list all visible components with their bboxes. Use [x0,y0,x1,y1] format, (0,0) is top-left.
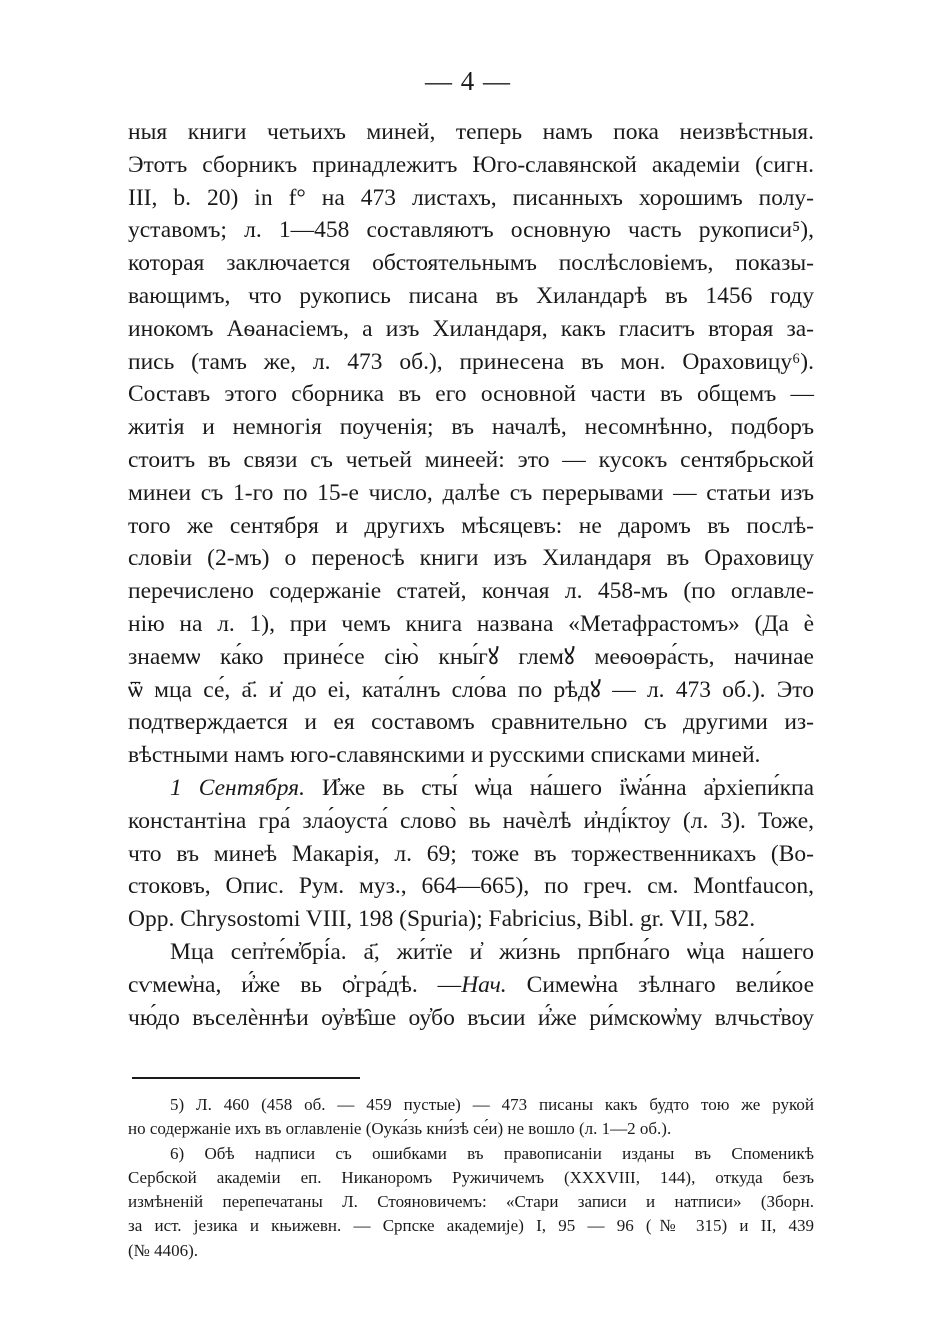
text-line: ѿ мца се́, а҃. и̇ до еі, ката́лнъ сло́ва по рѣдꙋ — л. 473 об.). Это [128,676,814,703]
text-line: словіи (2-мъ) о переносѣ книги изъ Хиландаря въ Ораховицу [128,545,814,572]
text-line: того же сентября и другихъ мѣсяцевъ: не даромъ въ послѣ- [128,512,814,539]
text-line: ныя книги четьихъ миней, теперь намъ пока неизвѣстныя. [128,119,814,145]
entry-text: Симеѡ҆на зѣлнаго вели́кое [506,971,815,998]
text-line: Этотъ сборникъ принадлежитъ Юго-славянской академіи (сигн. [128,151,814,178]
footnote-line: (№ 4406). [128,1240,199,1260]
text-line: стоковъ, Опис. Рум. муз., 664—665), по греч. см. Montfaucon, [128,873,814,900]
entry-text: сѵмеѡ҆на, и҆́же вь ѻ҆гра́дѣ. — [128,971,462,998]
text-line: вающимъ, что рукопись писана въ Хиландарѣ въ 1456 году [128,282,814,309]
text-line: Мца сеп҆те́м҆брі́а. а҃, жи́тїе и҆ жи́знь прпбна́го ѡ҆ца на́шего [170,938,814,965]
text-line: нію на л. 1), при чемъ книга названа «Метафрастомъ» (Да ѐ [128,610,814,637]
text-line: константіна гра́ зла́оуста́ слово̀ вь начѐлѣ и҆нді́ктоу (л. 3). Тоже, [128,807,814,834]
entry-1-first-line [128,772,814,805]
text-line: пись (тамъ же, л. 473 об.), принесена въ мон. Ораховицу⁶). [128,348,814,375]
footnote-line: за ист. језика и књижевн. — Српске академије) I, 95 — 96 (№ 315) и II, 439 [128,1216,814,1236]
text-line: что въ минеѣ Макарія, л. 69; тоже въ торжественникахъ (Во- [128,840,814,867]
text-line: инокомъ Аѳанасіемъ, а изъ Хиландаря, какъ гласитъ вторая за- [128,315,814,342]
footnote-line: Сербской академіи еп. Никаноромъ Ружичичемъ (XXXVIII, 144), откуда безъ [128,1167,814,1187]
text-line: минеи съ 1-го по 15-е число, далѣе съ перерывами — статьи изъ [128,479,814,506]
text-line: чю́до въселѐннѣи оу҆вѣ̑ше оу҆бо въсии и҆́же ри́мскоѡ҆му влчьст҆воу [128,1004,814,1031]
main-text [128,116,814,1034]
text-line: подтверждается и ея составомъ сравнительно съ другими из- [128,709,814,736]
text-line: Opp. Chrysostomi VIII, 198 (Spuria); Fabricius, Bibl. gr. VII, 582. [128,906,756,933]
footnote-line: 6) Обѣ надписи съ ошибками въ правописаніи изданы въ Споменикѣ [170,1143,814,1163]
text-line: которая заключается обстоятельнымъ послѣсловіемъ, показы- [128,250,814,277]
text-line: житія и немногія поученія; въ началѣ, несомнѣнно, подборъ [128,414,814,441]
text-line: стоитъ въ связи съ четьей минеей: это — кусокъ сентябрьской [128,446,814,473]
footnote-line: измѣненій перепечатаны Л. Стояновичемъ: «Стари записи и натписи» (Зборн. [128,1192,814,1212]
entry-title: И҆же вь сты́ ѡ҆ца на́шего і҆ѡ҆а́нна а҆рхіепи́кпа [304,774,815,801]
text-line: Составъ этого сборника въ его основной части въ общемъ — [128,381,814,408]
text-line: уставомъ; л. 1—458 составляютъ основную часть рукописи⁵), [128,217,814,244]
footnotes [128,1093,814,1263]
entry-2-second-line [128,969,814,1002]
page-number: — 4 — [425,66,511,96]
footnote-rule [132,1077,360,1079]
nach-label: Нач. [461,971,507,998]
entry-date: 1 Сентября. [170,774,305,801]
footnote-line: 5) Л. 460 (458 об. — 459 пустые) — 473 писаны какъ будто тою же рукой [170,1095,814,1114]
text-line: III, b. 20) in f° на 473 листахъ, писанныхъ хорошимъ полу- [128,184,814,211]
text-line: перечислено содержаніе статей, кончая л. 458-мъ (по оглавле- [128,578,814,605]
footnote-line: но содержаніе ихъ въ оглавленіе (Оука́зь кни́зѣ се́и) не вошло (л. 1—2 об.). [128,1119,672,1139]
text-line: знаемѡ ка́ко прине́се сію̀ кны́гꙋ глемꙋ меѳоѳра́сть, начинае [128,643,814,670]
text-line: вѣстными намъ юго-славянскими и русскими списками миней. [128,742,761,769]
